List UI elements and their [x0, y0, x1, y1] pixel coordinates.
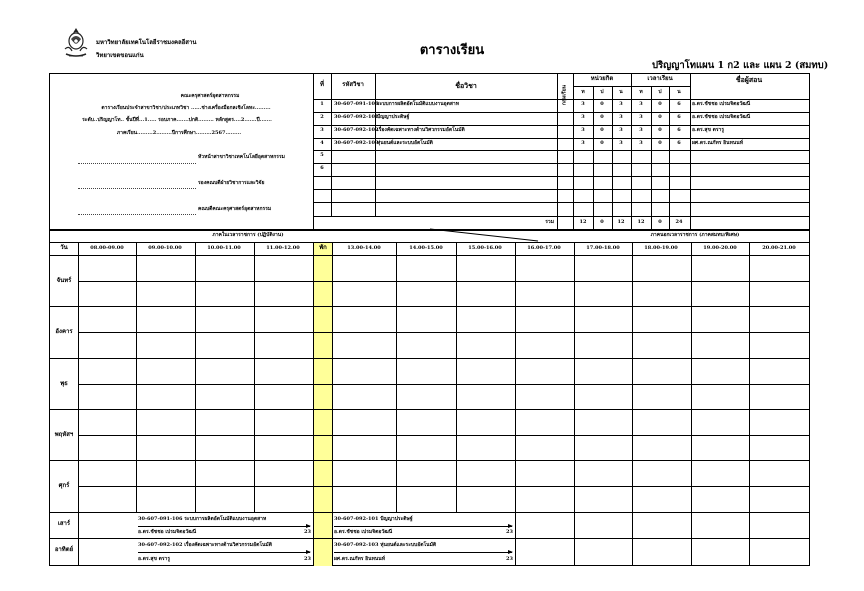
sat-pm-arrow: [334, 526, 512, 527]
time-slot-header: 19.00-20.00: [703, 245, 737, 251]
course-row-instructor: อ.ดร.ชัชชอ เปรมจิตอวัฒนี: [692, 101, 751, 107]
course-row-code: 30-607-092-102: [334, 127, 379, 133]
info-line-3: ภาคเรียน.........2.........ปีการศึกษา.........2567.........: [116, 130, 242, 136]
course-row-no: 1: [320, 101, 324, 107]
sun-pm-room: 23: [506, 556, 513, 562]
course-row-period-n: 6: [677, 140, 681, 146]
col-header-name: ชื่อวิชา: [455, 81, 477, 90]
course-row-credit-p: 0: [600, 140, 604, 146]
col-header-group: กลุ่มเรียน: [561, 84, 568, 106]
course-row-instructor: อ.ดร.สุข ตรารู: [692, 127, 725, 133]
time-slot-header: 18.00-19.00: [644, 245, 678, 251]
time-slot-header: 16.00-17.00: [527, 245, 561, 251]
signatory-3: คณบดีคณะครุศาสตร์อุตสาหกรรม: [198, 206, 272, 212]
course-row-name: หุ่นยนต์และระบบอัตโนมัติ: [377, 140, 433, 146]
program-label: ปริญญาโทแผน 1 ก2 และ แผน 2 (สมทบ): [652, 60, 829, 71]
course-row-code: 30-607-092-101: [334, 114, 379, 120]
sat-am-course: 30-607-091-106 ระบบการผลิตอัตโนมัติแบบงานอุตสาห: [138, 516, 267, 522]
time-slot-header: 08.00-09.00: [90, 245, 124, 251]
out-hours-label: ภาคนอกเวลาราชการ (ภาคสมทบ/พิเศษ): [650, 232, 740, 238]
period-p-header: ป: [658, 89, 662, 95]
course-row-credit-n: 3: [619, 127, 623, 133]
signatory-1: หัวหน้าสาขาวิชาเทคโนโลยีอุตสาหกรรม: [198, 154, 285, 160]
course-row-period-n: 6: [677, 114, 681, 120]
course-row-credit-n: 3: [619, 101, 623, 107]
sat-pm-teacher: อ.ดร.ชัชชอ เปรมจิตอวัฒนี: [334, 529, 393, 535]
info-line-2: ระดับ..ปริญญาโท.. ชั้นปีที่...1..... รอบภาค.......ปกติ......... หลักสูตร....2.......ปี.......: [82, 117, 272, 123]
time-slot-header: 10.00-11.00: [207, 245, 241, 251]
university-seal-icon: [62, 27, 90, 59]
col-header-instructor: ชื่อผู้สอน: [735, 75, 763, 84]
course-row-code: 30-607-092-103: [334, 140, 379, 146]
course-row-credit-t: 3: [581, 140, 585, 146]
course-row-instructor: ผศ.ดร.ณภัทร อินทนนท์: [692, 140, 744, 146]
sun-pm-course: 30-607-092-103 หุ่นยนต์และระบบอัตโนมัติ: [334, 542, 437, 548]
total-period-n: 24: [675, 219, 683, 225]
course-row-no: 4: [320, 140, 324, 146]
sun-am-arrow: [138, 552, 310, 553]
course-row-code: 30-607-091-106: [334, 101, 379, 107]
course-row-period-n: 6: [677, 101, 681, 107]
time-slot-header: 15.00-16.00: [468, 245, 502, 251]
sun-pm-arrow: [334, 552, 512, 553]
course-row-credit-p: 0: [600, 127, 604, 133]
course-row-period-p: 0: [658, 140, 662, 146]
lunch-label: พัก: [319, 244, 327, 251]
course-row-name: เรื่องคัดเฉพาะทางด้านวิศวกรรมอัตโนมัติ: [377, 127, 465, 133]
sat-pm-room: 23: [506, 529, 513, 535]
day-column-header: วัน: [60, 244, 68, 251]
total-period-p: 0: [658, 219, 662, 225]
day-label: จันทร์: [56, 277, 72, 284]
total-credit-p: 0: [600, 219, 604, 225]
time-slot-header: 11.00-12.00: [266, 245, 300, 251]
signature-line-1: [78, 163, 196, 164]
total-credit-t: 12: [579, 219, 587, 225]
campus-name: วิทยาเขตขอนแก่น: [96, 52, 144, 59]
total-label: รวม: [545, 219, 554, 225]
university-name: มหาวิทยาลัยเทคโนโลยีราชมงคลอีสาน: [96, 39, 197, 46]
day-label: อังคาร: [55, 328, 73, 335]
course-row-credit-t: 3: [581, 101, 585, 107]
day-label: อาทิตย์: [54, 546, 74, 553]
sat-am-teacher: อ.ดร.ชัชชอ เปรมจิตอวัฒนี: [138, 529, 197, 535]
credit-n-header: น: [619, 89, 623, 95]
time-slot-header: 17.00-18.00: [586, 245, 620, 251]
course-row-period-t: 3: [639, 101, 643, 107]
course-row-period-t: 3: [639, 127, 643, 133]
credit-t-header: ท: [581, 89, 585, 95]
course-row-no: 3: [320, 127, 324, 133]
credit-p-header: ป: [600, 89, 604, 95]
col-header-no: ที่: [320, 81, 324, 88]
course-row-no: 2: [320, 114, 324, 120]
time-slot-header: 20.00-21.00: [762, 245, 796, 251]
total-period-t: 12: [637, 219, 645, 225]
col-header-code: รหัสวิชา: [342, 81, 364, 88]
document-title: ตารางเรียน: [419, 43, 485, 58]
course-row-name: ระบบการผลิตอัตโนมัติแบบงานอุตสาห: [377, 101, 460, 107]
course-row-period-n: 6: [677, 127, 681, 133]
course-row-credit-t: 3: [581, 127, 585, 133]
total-credit-n: 12: [617, 219, 625, 225]
sat-am-room: 23: [304, 529, 311, 535]
course-row-period-t: 3: [639, 140, 643, 146]
period-n-header: น: [677, 89, 681, 95]
course-row-credit-p: 0: [600, 114, 604, 120]
sun-am-room: 23: [304, 556, 311, 562]
day-label: พฤหัสฯ: [54, 431, 74, 438]
day-label: ศุกร์: [58, 482, 70, 489]
course-row-credit-p: 0: [600, 101, 604, 107]
course-row-no: 5: [320, 152, 324, 158]
course-row-credit-t: 3: [581, 114, 585, 120]
course-row-credit-n: 3: [619, 140, 623, 146]
course-row-no: 6: [320, 165, 324, 171]
col-header-period: เวลาเรียน: [647, 75, 673, 82]
sun-pm-teacher: ผศ.ดร.ณภัทร อินทนนท์: [334, 556, 386, 562]
sun-am-course: 30-607-092-102 เรื่องคัดเฉพาะทางด้านวิศวกรรมอัตโนมัติ: [138, 542, 272, 548]
in-hours-label: ภาคในเวลาราชการ (ปฏิบัติงาน): [212, 232, 284, 238]
sat-am-arrow: [138, 526, 310, 527]
course-row-credit-n: 3: [619, 114, 623, 120]
course-row-period-p: 0: [658, 101, 662, 107]
day-label: พุธ: [60, 380, 68, 387]
col-header-credit: หน่วยกิต: [590, 75, 614, 82]
lunch-column-highlight: [313, 242, 332, 566]
signature-line-2: [78, 188, 196, 189]
faculty-name: คณะครุศาสตร์อุตสาหกรรม: [180, 93, 240, 99]
time-slot-header: 13.00-14.00: [347, 245, 381, 251]
course-row-instructor: อ.ดร.ชัชชอ เปรมจิตอวัฒนี: [692, 114, 751, 120]
sun-am-teacher: อ.ดร.สุข ตรารู: [138, 556, 171, 562]
course-row-period-p: 0: [658, 127, 662, 133]
period-t-header: ท: [639, 89, 643, 95]
sat-pm-course: 30-607-092-101 ปัญญาประดิษฐ์: [334, 516, 413, 522]
time-slot-header: 14.00-15.00: [409, 245, 443, 251]
course-row-period-t: 3: [639, 114, 643, 120]
top-section-frame: [49, 73, 810, 230]
day-label: เสาร์: [57, 520, 71, 527]
time-slot-header: 09.00-10.00: [148, 245, 182, 251]
course-row-name: ปัญญาประดิษฐ์: [377, 114, 410, 120]
info-line-1: ตารางเรียนประจำสาขาวิชา/ประเภทวิชา ......ช่างเครื่องมือกลเชิงโลหะ.........: [101, 105, 271, 111]
signatory-2: รองคณบดีฝ่ายวิชาการและวิจัย: [198, 180, 265, 186]
signature-line-3: [78, 214, 196, 215]
course-row-period-p: 0: [658, 114, 662, 120]
